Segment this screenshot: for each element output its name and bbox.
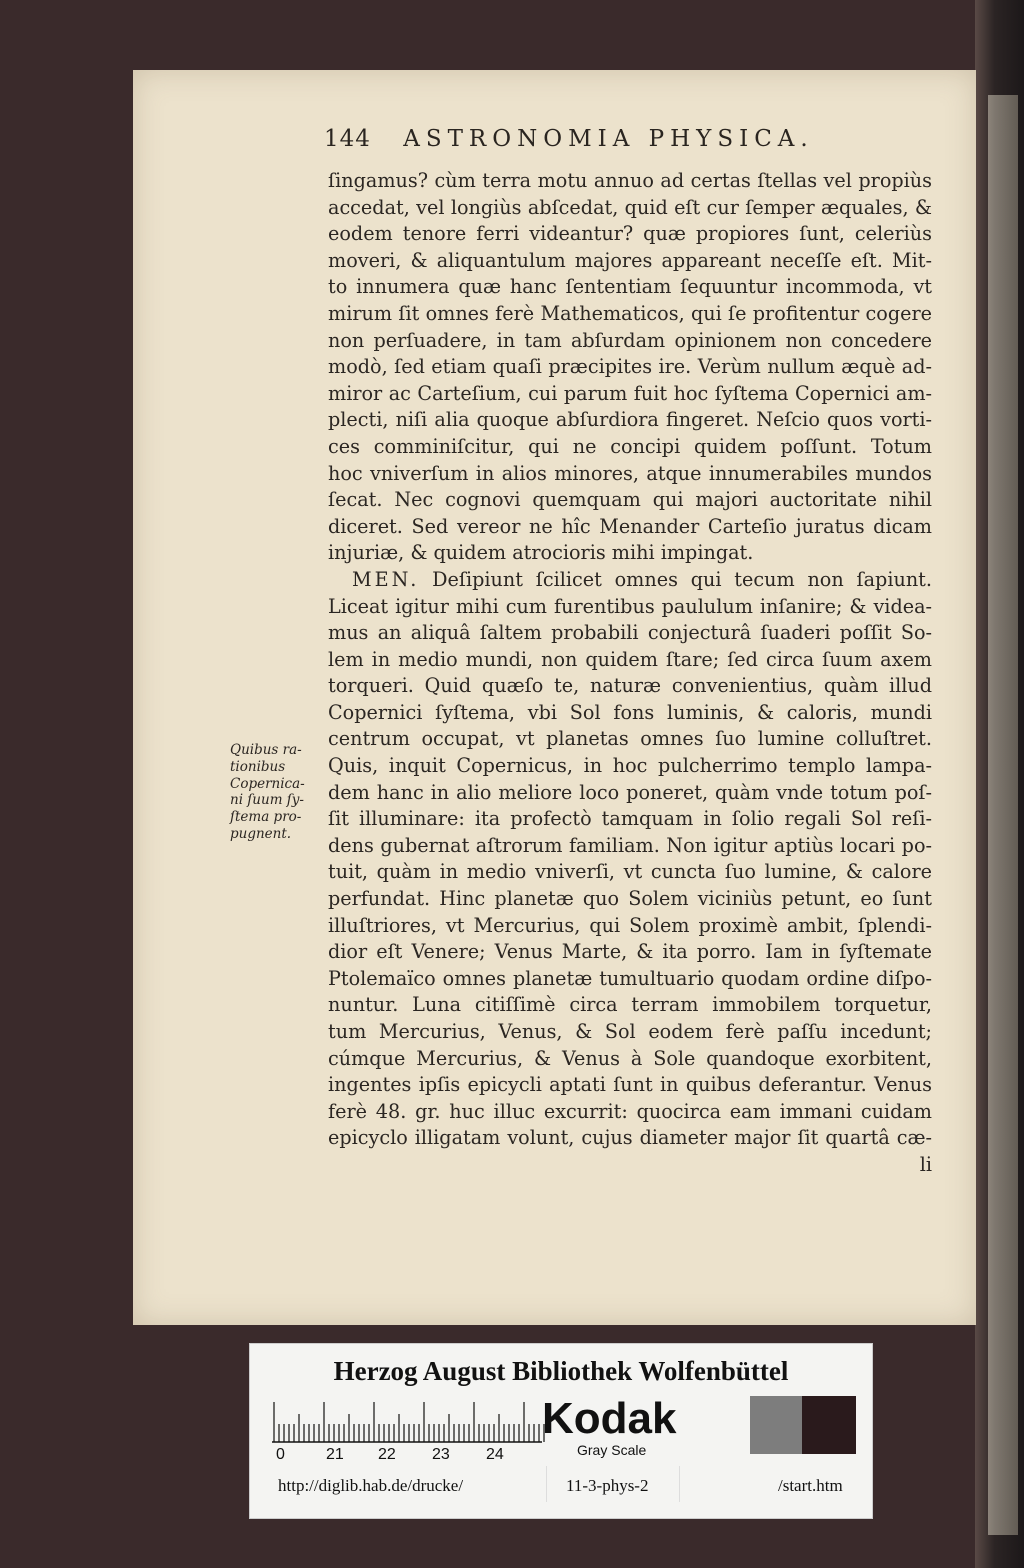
shelfmark: 11-3-phys-2 [566,1476,649,1495]
ruler-scale [272,1396,776,1444]
text-line: illuſtriores, vt Mercurius, qui Solem proximè ambit, ſplendi- [328,913,932,937]
url-prefix: http://diglib.hab.de/drucke/ [278,1476,464,1495]
kodak-logo: Kodak [542,1394,677,1443]
margin-line: Quibus ra- [230,742,302,758]
margin-line: pugnent. [230,825,292,842]
text-line: to innumera quæ hanc ſententiam ſequuntur incommoda, vt [328,275,932,299]
ruler-label: 23 [432,1446,450,1463]
text-line: cúmque Mercurius, & Venus à Sole quandoque exorbitent, [328,1046,932,1070]
ruler-label: 0 [276,1446,285,1463]
text-line: plecti, niſi alia quoque abſurdiora fingeret. Neſcio quos vorti- [328,408,932,432]
gray-swatch [750,1396,802,1454]
catchword: li [919,1152,932,1176]
text-line: miror ac Carteſium, cui parum fuit hoc ſyſtema Copernici am- [328,381,932,405]
gray-scale-label: Gray Scale [577,1442,647,1458]
running-title: ASTRONOMIA PHYSICA. [403,126,814,152]
text-line: dens gubernat aſtrorum familiam. Non igitur aptiùs locari po- [328,833,932,857]
text-line: nuntur. Luna citiſſimè circa terram immobilem torquetur, [328,993,932,1017]
speaker-label: MEN. [352,567,420,591]
page-number: 144 [324,126,371,152]
marginal-note [230,742,322,843]
text-line: Quis, inquit Copernicus, in hoc pulcherrimo templo lampa- [328,754,932,778]
adjacent-page-edge [988,95,1018,1535]
text-line: non perſuadere, in tam abſurdam opinionem non concedere [328,328,932,352]
running-head [324,126,864,160]
text-line: diceret. Sed vereor ne hîc Menander Carteſio juratus dicam [328,514,932,538]
text-line: dior eſt Venere; Venus Marte, & ita porro. Iam in ſyſtemate [328,940,932,964]
margin-line: Copernica- [230,775,305,792]
text-line: lem in medio mundi, non quidem ſtare; ſed circa ſuum axem [328,647,932,671]
library-name: Herzog August Bibliothek Wolfenbüttel [333,1356,789,1386]
text-line: centrum occupat, vt planetas omnes ſuo lumine colluſtret. [328,727,932,751]
color-target-card [250,1344,872,1518]
text-line: ferè 48. gr. huc illuc excurrit: quocirca eam immani cuidam [328,1099,932,1123]
ruler-label: 22 [378,1446,396,1463]
body-text [328,168,932,1179]
dark-swatch [802,1396,856,1454]
text-line: mus an aliquâ ſaltem probabili conjecturâ ſuaderi poſſit So- [328,621,932,645]
url-suffix: /start.htm [778,1476,843,1495]
text-line: eodem tenore ferri videantur? quæ propiores ſunt, celeriùs [328,222,932,246]
text-line: Copernici ſyſtema, vbi Sol fons luminis, & caloris, mundi [328,700,932,724]
text-line: ſecat. Nec cognovi quemquam qui majori auctoritate nihil [328,488,932,512]
ruler-label: 21 [326,1446,344,1463]
speaker-line [328,567,932,594]
text-line: mirum ſit omnes ferè Mathematicos, qui ſe profitentur cogere [328,301,932,325]
text-line: hoc vniverſum in alios minores, atque innumerabiles mundos [328,461,932,485]
margin-line: ni ſuum ſy- [230,792,304,809]
text-line: dem hanc in alio meliore loco poneret, quàm vnde totum poſ- [328,780,932,804]
margin-line: ſtema pro- [230,809,302,826]
text-line: tum Mercurius, Venus, & Sol eodem ferè paſſu incedunt; [328,1020,932,1043]
text-line: Liceat igitur mihi cum furentibus paululum inſanire; & videa- [328,594,932,618]
text-line: injuriæ, & quidem atrocioris mihi impingat. [328,541,754,565]
text-line: tuit, quàm in medio vniverſi, vt cuncta ſuo lumine, & calore [328,860,932,884]
text-line: Deſipiunt ſcilicet omnes qui tecum non ſapiunt. [432,567,932,591]
text-line: modò, ſed etiam quaſi præcipites ire. Verùm nullum æquè ad- [328,355,932,379]
text-line: perfundat. Hinc planetæ quo Solem viciniùs petunt, eo ſunt [328,887,932,911]
margin-line: tionibus [230,758,286,775]
text-line: ingentes ipſis epicycli aptati ſunt in quibus deferantur. Venus [328,1073,932,1097]
text-line: epicyclo illigatam volunt, cujus diameter major ſit quartâ cæ- [328,1126,932,1150]
text-line: accedat, vel longiùs abſcedat, quid eſt cur ſemper æquales, & [328,195,932,219]
text-line: ſit illuminare: ita profectò tamquam in ſolio regali Sol reſi- [328,807,932,831]
ruler-label: 24 [486,1446,504,1463]
text-line: ſingamus? cùm terra motu annuo ad certas ſtellas vel propiùs [328,169,932,192]
text-line: ces comminiſcitur, qui ne concipi quidem poſſunt. Totum [328,434,932,458]
text-line: Ptolemaïco omnes planetæ tumultuario quodam ordine diſpo- [328,966,932,990]
text-line: torqueri. Quid quæſo te, naturæ convenientius, quàm illud [328,674,932,698]
text-line: moveri, & aliquantulum majores appareant neceſſe eſt. Mit- [328,248,932,272]
